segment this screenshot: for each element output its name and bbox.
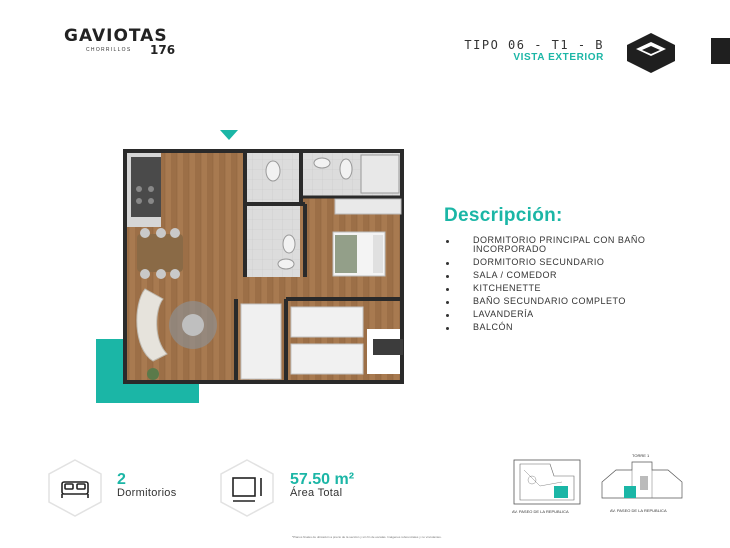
- street-label-right: AV. PASEO DE LA REPUBLICA: [610, 508, 667, 513]
- logo-number: 176: [150, 43, 176, 57]
- list-item: [446, 284, 676, 293]
- list-item-label: KITCHENETTE: [473, 283, 542, 293]
- bullet-icon: [446, 288, 449, 291]
- brand-logo: [64, 26, 184, 58]
- list-item-label: BALCÓN: [473, 322, 514, 332]
- floor-plan: [123, 149, 412, 384]
- list-item: [446, 297, 676, 306]
- entrance-marker-icon: [220, 130, 238, 140]
- bullet-icon: [446, 275, 449, 278]
- list-item-label: LAVANDERÍA: [473, 309, 534, 319]
- list-item-label: SALA / COMEDOR: [473, 270, 558, 280]
- list-item: [446, 236, 676, 254]
- area-value: 57.50 m²: [290, 471, 355, 488]
- unit-type-title: TIPO 06 - T1 - B: [464, 38, 604, 52]
- tower-label: TORRE 1: [632, 453, 650, 458]
- side-tab: [711, 38, 730, 64]
- list-item-label: BAÑO SECUNDARIO COMPLETO: [473, 296, 626, 306]
- legal-footnote: *Planos finales de ubicación a precio de la sección y sin fin de escalas. Imágenes referenciales y no vinculantes.: [292, 535, 442, 539]
- site-keyplan: [510, 456, 586, 518]
- list-item: [446, 258, 676, 267]
- list-item: [446, 271, 676, 280]
- bullet-icon: [446, 240, 449, 243]
- area-icon: [217, 458, 277, 518]
- street-label-left: AV. PASEO DE LA REPUBLICA: [512, 509, 569, 514]
- bullet-icon: [446, 327, 449, 330]
- cube-icon: [626, 32, 676, 74]
- list-item-label: DORMITORIO PRINCIPAL CON BAÑO INCORPORADO: [473, 235, 646, 254]
- description-title: Descripción:: [444, 205, 563, 226]
- view-label: VISTA EXTERIOR: [513, 52, 604, 63]
- bed-icon: [45, 458, 105, 518]
- tower-keyplan: [596, 452, 688, 518]
- bullet-icon: [446, 301, 449, 304]
- bullet-icon: [446, 262, 449, 265]
- list-item: [446, 310, 676, 319]
- bedrooms-label: Dormitorios: [117, 487, 177, 499]
- bullet-icon: [446, 314, 449, 317]
- list-item: [446, 323, 676, 332]
- bedrooms-value: 2: [117, 471, 126, 488]
- list-item-label: DORMITORIO SECUNDARIO: [473, 257, 605, 267]
- description-list: [446, 236, 676, 336]
- logo-name: GAVIOTAS: [64, 26, 168, 46]
- area-label: Área Total: [290, 487, 343, 499]
- logo-district: CHORRILLOS: [86, 47, 132, 53]
